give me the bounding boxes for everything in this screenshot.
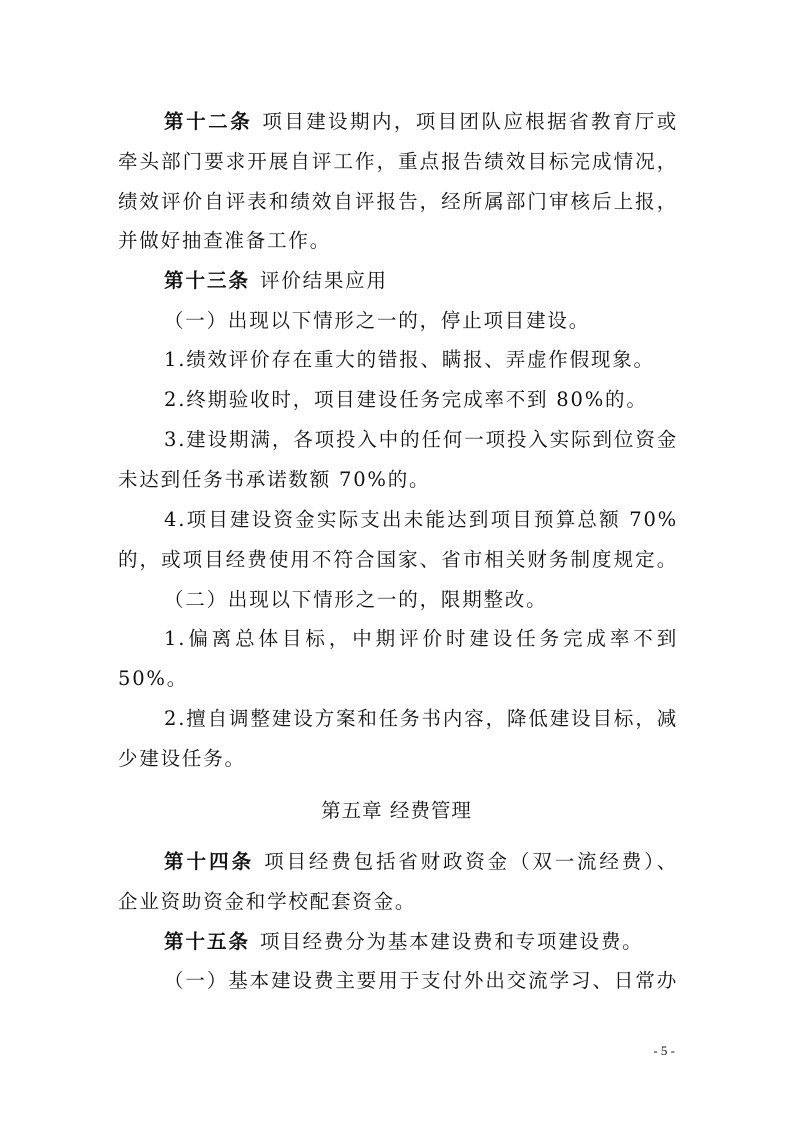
- article14-line1: [164, 850, 678, 874]
- article15-line1: [164, 930, 678, 954]
- article13-p2-item1-line2: 50%。: [118, 667, 189, 690]
- article14-label: 第十四条: [164, 850, 255, 873]
- article15-line2: （一）基本建设费主要用于支付外出交流学习、日常办: [164, 969, 678, 992]
- article13-item4-line2: 的，或项目经费使用不符合国家、省市相关财务制度规定。: [118, 548, 678, 571]
- article13-part1-heading: （一）出现以下情形之一的，停止项目建设。: [164, 309, 591, 332]
- article13-label: 第十三条: [164, 269, 251, 292]
- article12-text1: 项目建设期内，项目团队应根据省教育厅或: [262, 110, 678, 133]
- article14-text1: 项目经费包括省财政资金（双一流经费）、: [264, 850, 678, 873]
- article15-text1: 项目经费分为基本建设费和专项建设费。: [260, 930, 644, 953]
- article12-line1: [164, 110, 678, 134]
- article13-p2-item2-line1: 2.擅自调整建设方案和任务书内容，降低建设目标，减: [164, 707, 678, 730]
- chapter-title: 第五章 经费管理: [321, 799, 472, 822]
- article13-item4-line1: 4.项目建设资金实际支出未能达到项目预算总额 70%: [164, 508, 678, 531]
- article13-part2-heading: （二）出现以下情形之一的，限期整改。: [164, 588, 548, 611]
- article15-label: 第十五条: [164, 930, 251, 953]
- article13-item2: 2.终期验收时，项目建设任务完成率不到 80%的。: [164, 388, 648, 411]
- page-number: - 5 -: [653, 1043, 675, 1058]
- article12-line4: 并做好抽查准备工作。: [118, 229, 332, 252]
- article12-line2: 牵头部门要求开展自评工作，重点报告绩效目标完成情况，: [118, 150, 678, 173]
- article13-title: 评价结果应用: [260, 269, 388, 292]
- article12-line3: 绩效评价自评表和绩效自评报告，经所属部门审核后上报，: [118, 190, 678, 213]
- article13-item3-line2: 未达到任务书承诺数额 70%的。: [118, 468, 431, 491]
- article14-line2: 企业资助资金和学校配套资金。: [118, 890, 417, 913]
- article13-heading: [164, 269, 678, 293]
- article13-p2-item2-line2: 少建设任务。: [118, 747, 246, 770]
- article13-item1: 1.绩效评价存在重大的错报、瞒报、弄虚作假现象。: [164, 348, 655, 371]
- article12-label: 第十二条: [164, 110, 253, 133]
- article13-item3-line1: 3.建设期满，各项投入中的任何一项投入实际到位资金: [164, 428, 678, 451]
- article13-p2-item1-line1: 1.偏离总体目标，中期评价时建设任务完成率不到: [164, 627, 678, 650]
